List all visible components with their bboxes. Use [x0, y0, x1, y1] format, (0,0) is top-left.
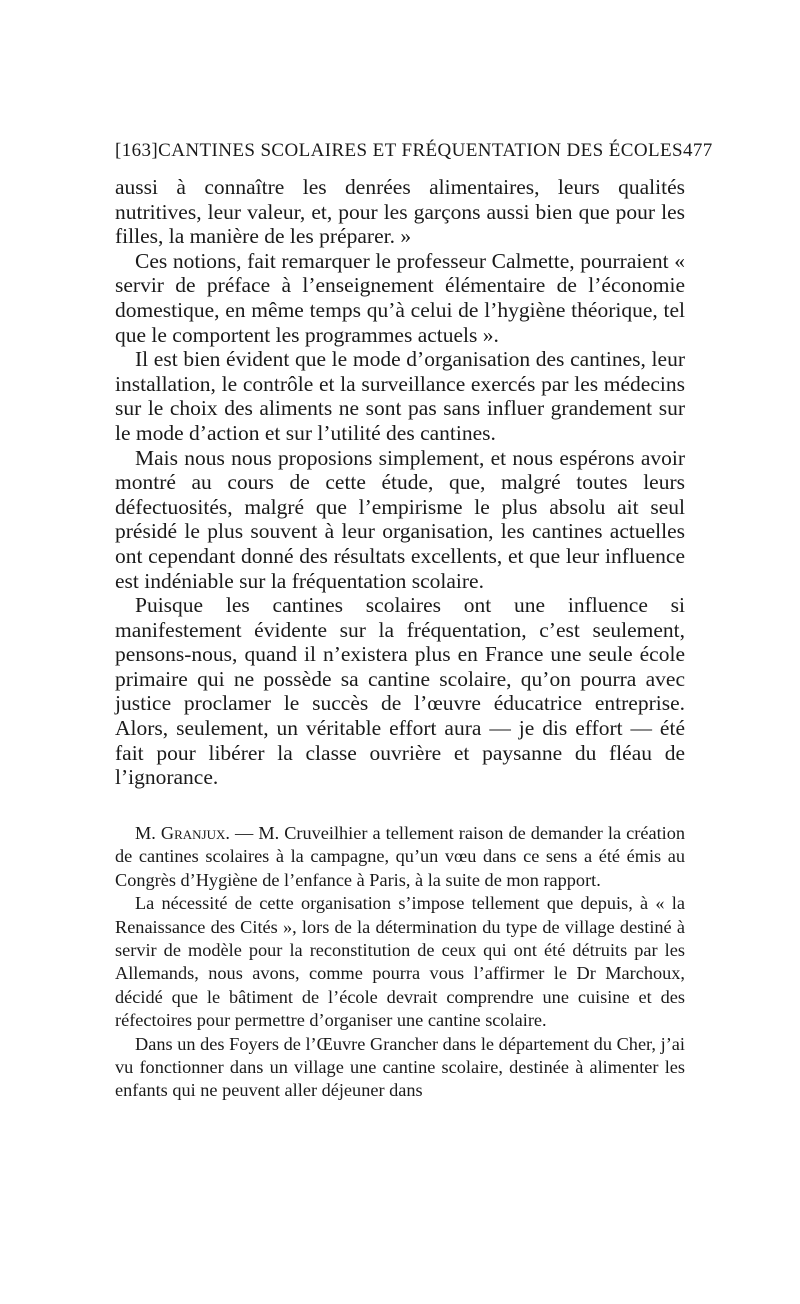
- discussion-section: [115, 822, 685, 1103]
- paragraph: Mais nous nous proposions simplement, et nous espérons avoir montré au cours de cette étude, que, malgré toutes leurs défectuosités, malgré que l’empirisme le plus absolu ait seul présidé le plus souvent à leur organisation, les cantines actuelles ont cependant donné des résultats excellents, et que leur influence est indéniable sur la fréquentation scolaire.: [115, 445, 685, 593]
- discussion-paragraph: La nécessité de cette organisation s’impose tellement que depuis, à « la Renaissance des Cités », lors de la détermination du type de village destiné à servir de modèle pour la reconstitution de ceux qui ont été détruits par les Allemands, nous avons, comme pourra vous l’affirmer le Dr Marchoux, décidé que le bâtiment de l’école devrait comprendre une cuisine et des réfectoires pour permettre d’organiser une cantine scolaire.: [115, 893, 685, 1031]
- discussion-text: M. Cruveilhier a tellement raison de demander la création de cantines scolaires à la campagne, qu’un vœu dans ce sens a été émis au Congrès d’Hygiène de l’enfance à Paris, à la suite de mon rapport.: [115, 823, 686, 890]
- dash: —: [229, 823, 259, 843]
- main-text: [115, 175, 685, 790]
- paragraph: Ces notions, fait remarquer le professeur Calmette, pourraient « servir de préface à l’enseignement élémentaire de l’économie domestique, en même temps qu’à celui de l’hygiène théorique, tel que le comportent les programmes actuels ».: [115, 248, 685, 347]
- page-ref: [163]: [115, 140, 159, 161]
- paragraph: aussi à connaître les denrées alimentaires, leurs qualités nutritives, leur valeur, et, pour les garçons aussi bien que pour les filles, la manière de les préparer. »: [115, 175, 685, 249]
- discussion-paragraph: [115, 822, 685, 892]
- paragraph: Puisque les cantines scolaires ont une influence si manifestement évidente sur la fréquentation, c’est seulement, pensons-nous, quand il n’existera plus en France une seule école primaire qui ne possède sa cantine scolaire, qu’on pourra avec justice proclamer le succès de l’œuvre éducatrice entreprise. Alors, seulement, un véritable effort aura — je dis effort — été fait pour libérer la classe ouvrière et paysanne du fléau de l’ignorance.: [115, 593, 685, 790]
- discussion-paragraph: Dans un des Foyers de l’Œuvre Grancher dans le département du Cher, j’ai vu fonctionner dans un village une cantine scolaire, destinée à alimenter les enfants qui ne peuvent aller déjeuner dans: [115, 1033, 685, 1101]
- paragraph: Il est bien évident que le mode d’organisation des cantines, leur installation, le contrôle et la surveillance exercés par les médecins sur le choix des aliments ne sont pas sans influer grandement sur le mode d’action et sur l’utilité des cantines.: [115, 347, 685, 445]
- page-number: 477: [682, 140, 713, 161]
- speaker-name: M. Granjux.: [135, 823, 230, 843]
- running-header: [115, 140, 713, 162]
- running-title: CANTINES SCOLAIRES ET FRÉQUENTATION DES ÉCOLES: [158, 140, 683, 161]
